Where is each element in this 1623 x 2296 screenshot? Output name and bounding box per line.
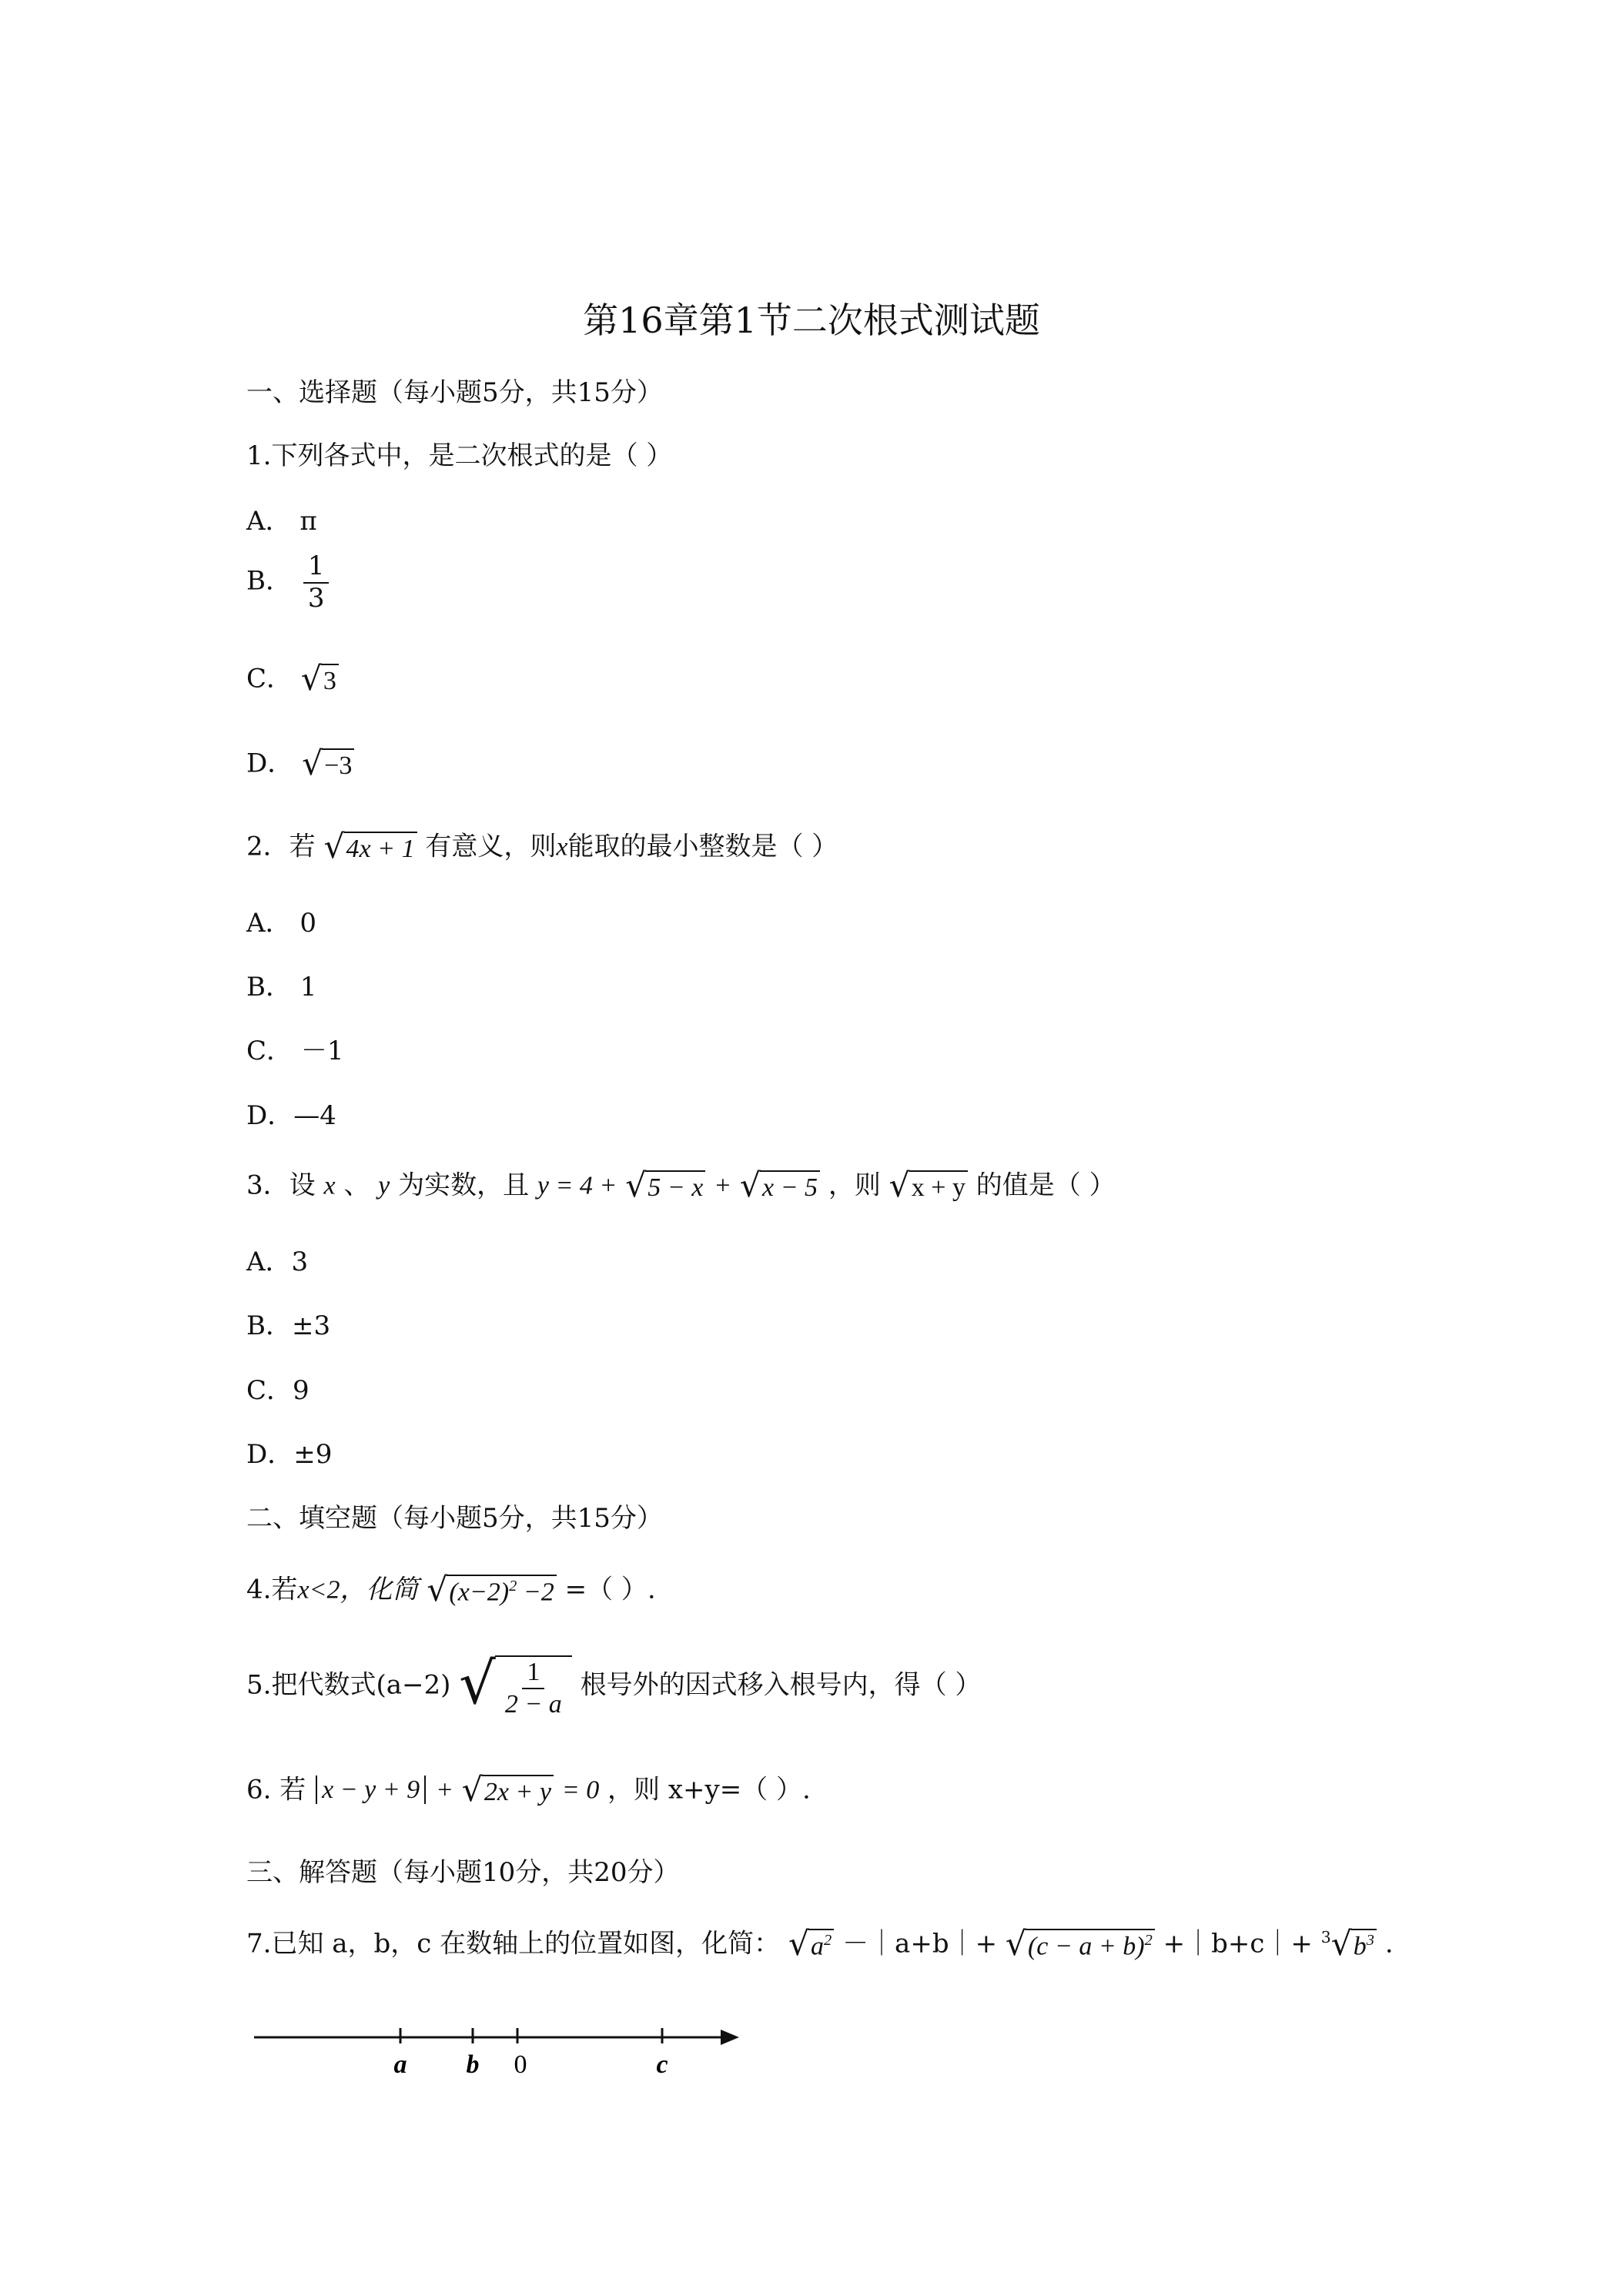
q4-suffix: =（ ）.: [564, 1574, 656, 1605]
label-b: b: [466, 2050, 480, 2079]
q1-b-fraction: [303, 553, 330, 612]
q7-stem: [246, 1926, 1394, 1963]
q1-stem: 1.下列各式中，是二次根式的是（ ）: [246, 440, 673, 471]
number-line: [246, 2017, 755, 2087]
q7-cube-index: 3: [1320, 1927, 1331, 1946]
q1-option-d: [246, 745, 354, 783]
q1-option-c: [246, 661, 339, 698]
q6-plus: +: [435, 1776, 453, 1805]
q7-prefix: 7.已知 a，b，c 在数轴上的位置如图，化简：: [246, 1928, 781, 1960]
q3-option-b: B．±3: [246, 1310, 331, 1341]
q1-a-label: A．: [246, 506, 292, 537]
q5-suffix: 根号外的因式移入根号内，得（ ）: [580, 1669, 982, 1701]
q6-abs: x − y + 9: [316, 1776, 426, 1804]
q1-option-a: [246, 506, 317, 537]
label-c: c: [656, 2050, 668, 2079]
q2-radicand: 4x + 1: [344, 832, 417, 865]
q3-stem: [246, 1167, 1116, 1205]
q7-exp3: 3: [1366, 1932, 1374, 1949]
q3-mid: 为实数，且: [398, 1170, 530, 1201]
q5-denominator: 2 − a: [504, 1689, 562, 1719]
q4-sqrt: √ $(x-2)^2 -2$: [427, 1575, 556, 1608]
section2-heading: 二、填空题（每小题5分，共15分）: [246, 1503, 663, 1534]
q5-prefix: 5.把代数式(a−2): [246, 1669, 451, 1701]
q7-end: .: [1384, 1928, 1394, 1960]
q3-eq-left: y = 4 +: [537, 1171, 617, 1200]
q2-suffix-b: 能取的最小整数是（ ）: [567, 831, 838, 862]
q7-exp2: 2: [1144, 1932, 1153, 1949]
q3-plus: +: [714, 1171, 732, 1200]
q2-sqrt: √ 4x + 1: [323, 832, 417, 865]
q4-minus: −2: [523, 1578, 554, 1607]
q6-prefix: 6. 若: [246, 1774, 306, 1806]
q7-sqrt1: √ $a^2$: [788, 1929, 834, 1962]
q2-var: x: [556, 832, 568, 862]
q7-part2: －｜a+b｜+: [842, 1928, 998, 1960]
q3-then: ，则: [828, 1170, 881, 1201]
q5-sqrt: √ $\frac{1}{2 - a}$: [459, 1655, 572, 1718]
q1-b-numerator: 1: [303, 553, 330, 584]
q4-cond: x<2，化简: [297, 1575, 419, 1605]
q3-option-d: D．±9: [246, 1439, 333, 1470]
q3-radicand3: x + y: [909, 1170, 968, 1203]
q6-stem: [246, 1772, 811, 1809]
q6-suffix: ，则 x+y=（ ）.: [607, 1774, 811, 1806]
number-line-arrow: [721, 2030, 739, 2045]
q6-radicand: 2x + y: [482, 1775, 554, 1808]
q3-prefix: 3．设: [246, 1170, 316, 1201]
q2-stem: [246, 828, 838, 866]
q3-option-a: A．3: [246, 1247, 309, 1277]
q1-a-text: π: [300, 506, 317, 537]
q3-radicand1: 5 − x: [645, 1170, 705, 1203]
q1-c-radicand: 3: [321, 664, 339, 697]
q5-stem: [246, 1650, 982, 1719]
q3-option-c: C．9: [246, 1375, 310, 1406]
q5-fraction: [500, 1658, 567, 1718]
q1-d-label: D．: [246, 748, 294, 779]
label-a: a: [393, 2050, 407, 2079]
q1-b-denominator: 3: [307, 582, 325, 614]
q3-suffix: 的值是（ ）: [975, 1170, 1116, 1201]
q2-option-b: B． 1: [246, 972, 317, 1002]
q4-prefix: 4.若: [246, 1574, 298, 1605]
q1-option-b: [246, 553, 332, 612]
q6-eq: = 0: [561, 1776, 600, 1805]
q6-sqrt: √ 2x + y: [462, 1775, 554, 1808]
q7-radicand2: (c − a + b): [1027, 1932, 1145, 1961]
q7-radicand1: a: [811, 1932, 825, 1961]
q3-x: x: [323, 1171, 336, 1200]
q7-cbrt: √ $b^3$: [1331, 1929, 1377, 1962]
q1-b-label: B．: [246, 565, 292, 597]
q2-suffix-a: 有意义，则: [425, 831, 557, 862]
q1-c-sqrt: √ 3: [301, 664, 339, 697]
q3-sqrt3: √ x + y: [889, 1170, 968, 1203]
q7-sqrt2: √ $(c - a + b)^2$: [1006, 1929, 1155, 1962]
q4-stem: [246, 1571, 656, 1609]
q7-radicand3: b: [1353, 1932, 1367, 1961]
q3-radicand2: x − 5: [760, 1170, 820, 1203]
q5-numerator: 1: [522, 1658, 544, 1689]
q4-radicand: (x−2): [449, 1578, 510, 1607]
q2-prefix: 2．若: [246, 831, 316, 862]
q1-d-sqrt: √ −3: [302, 748, 354, 782]
label-zero: 0: [514, 2050, 527, 2079]
q2-option-d: D．—4: [246, 1100, 336, 1131]
q2-option-a: A． 0: [246, 908, 316, 939]
section1-heading: 一、选择题（每小题5分，共15分）: [246, 377, 663, 408]
page-title: 第16章第1节二次根式测试题: [583, 300, 1040, 341]
q2-option-c: C． －1: [246, 1036, 344, 1066]
q1-d-radicand: −3: [322, 748, 354, 782]
q7-exp1: 2: [824, 1932, 832, 1949]
q3-sep: 、: [343, 1170, 370, 1201]
q7-part3: +｜b+c｜+: [1163, 1928, 1313, 1960]
q3-y: y: [378, 1171, 390, 1200]
q1-c-label: C．: [246, 663, 293, 694]
q3-sqrt2: √ x − 5: [740, 1170, 820, 1203]
section3-heading: 三、解答题（每小题10分，共20分）: [246, 1857, 680, 1888]
q4-exponent: 2: [509, 1578, 517, 1595]
q3-sqrt1: √ 5 − x: [625, 1170, 705, 1203]
